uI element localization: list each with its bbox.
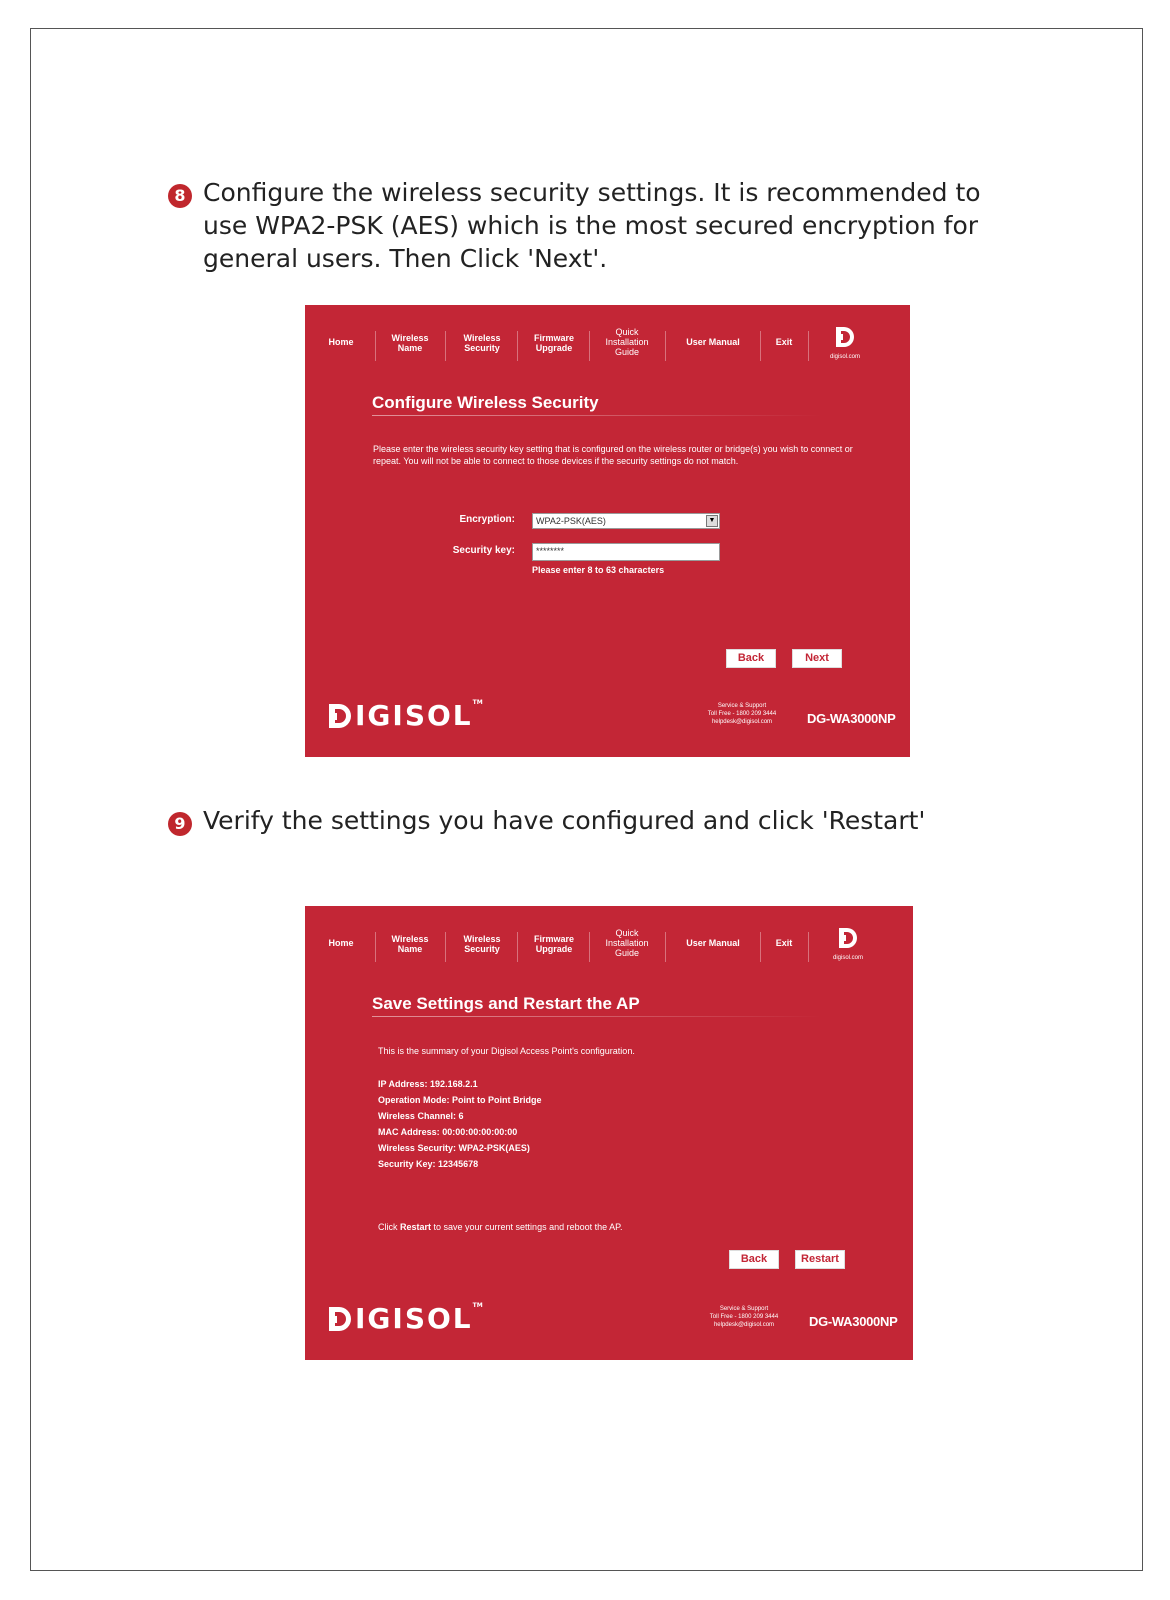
security-key-input[interactable]: ******** bbox=[532, 543, 720, 561]
summary-value: 12345678 bbox=[438, 1159, 479, 1169]
security-key-hint: Please enter 8 to 63 characters bbox=[532, 565, 665, 575]
nav-exit[interactable]: Exit bbox=[775, 938, 793, 948]
support-info bbox=[687, 702, 797, 726]
model-number: DG-WA3000NP bbox=[807, 711, 896, 726]
configuration-summary bbox=[378, 1076, 542, 1172]
nav-wireless-security[interactable]: Wireless Security bbox=[463, 333, 501, 353]
configure-wireless-security-screenshot bbox=[305, 305, 910, 757]
digisol-logo bbox=[329, 699, 483, 732]
summary-label: IP Address: bbox=[378, 1079, 428, 1089]
digisol-logo-icon bbox=[836, 327, 854, 347]
summary-label: Operation Mode: bbox=[378, 1095, 450, 1105]
nav-wireless-security[interactable]: Wireless Security bbox=[463, 934, 501, 954]
support-toll-free: Toll Free - 1800 209 3444 bbox=[707, 711, 777, 717]
security-key-label: Security key: bbox=[452, 545, 515, 556]
summary-value: 192.168.2.1 bbox=[430, 1079, 478, 1089]
nav-divider bbox=[808, 932, 809, 962]
summary-label: Security Key: bbox=[378, 1159, 436, 1169]
nav-divider bbox=[375, 331, 376, 361]
nav-wireless-name[interactable]: Wireless Name bbox=[391, 934, 429, 954]
nav-divider bbox=[589, 932, 590, 962]
nav-divider bbox=[808, 331, 809, 361]
title-divider bbox=[372, 1016, 822, 1017]
nav-divider bbox=[445, 331, 446, 361]
summary-value: 00:00:00:00:00:00 bbox=[442, 1127, 518, 1137]
next-button[interactable]: Next bbox=[792, 649, 842, 668]
summary-row-security bbox=[378, 1140, 542, 1156]
digisol-logo bbox=[329, 1302, 483, 1335]
chevron-down-icon[interactable]: ▼ bbox=[706, 515, 718, 527]
nav-firmware-upgrade[interactable]: Firmware Upgrade bbox=[533, 333, 575, 353]
nav-divider bbox=[517, 331, 518, 361]
digisol-d-icon bbox=[329, 1307, 351, 1331]
note-bold: Restart bbox=[400, 1222, 432, 1232]
summary-value: Point to Point Bridge bbox=[452, 1095, 542, 1105]
summary-row-operation-mode bbox=[378, 1092, 542, 1108]
nav-user-manual[interactable]: User Manual bbox=[686, 938, 740, 948]
support-email[interactable]: helpdesk@digisol.com bbox=[711, 719, 773, 725]
step-number-badge: 8 bbox=[168, 184, 192, 208]
nav-user-manual[interactable]: User Manual bbox=[686, 337, 740, 347]
brand-name: IGISOL bbox=[355, 699, 473, 732]
summary-value: 6 bbox=[458, 1111, 464, 1121]
note-suffix: to save your current settings and reboot the AP. bbox=[431, 1222, 623, 1232]
digisol-logo-icon bbox=[839, 928, 857, 948]
support-title: Service & Support bbox=[717, 703, 767, 709]
nav-divider bbox=[760, 331, 761, 361]
back-button[interactable]: Back bbox=[729, 1250, 779, 1269]
nav-divider bbox=[445, 932, 446, 962]
step-instruction: Verify the settings you have configured and click 'Restart' bbox=[203, 806, 926, 835]
nav-divider bbox=[517, 932, 518, 962]
restart-note bbox=[378, 1222, 622, 1232]
summary-label: MAC Address: bbox=[378, 1127, 440, 1137]
encryption-selected-value: WPA2-PSK(AES) bbox=[536, 516, 606, 526]
top-navigation bbox=[305, 924, 913, 972]
nav-wireless-name[interactable]: Wireless Name bbox=[391, 333, 429, 353]
restart-button[interactable]: Restart bbox=[795, 1250, 845, 1269]
save-settings-restart-screenshot bbox=[305, 906, 913, 1360]
top-navigation bbox=[305, 323, 910, 371]
step-9 bbox=[168, 804, 998, 837]
brand-name: IGISOL bbox=[355, 1302, 473, 1335]
encryption-label: Encryption: bbox=[459, 514, 515, 525]
trademark: TM bbox=[472, 699, 483, 706]
encryption-select[interactable] bbox=[532, 513, 720, 529]
summary-intro: This is the summary of your Digisol Access Point's configuration. bbox=[378, 1046, 635, 1056]
trademark: TM bbox=[472, 1302, 483, 1309]
nav-divider bbox=[760, 932, 761, 962]
nav-home[interactable]: Home bbox=[328, 337, 354, 347]
support-email[interactable]: helpdesk@digisol.com bbox=[713, 1322, 775, 1328]
summary-label: Wireless Channel: bbox=[378, 1111, 456, 1121]
step-number-badge: 9 bbox=[168, 812, 192, 836]
nav-quick-installation-guide[interactable]: Quick Installation Guide bbox=[605, 928, 649, 958]
summary-row-mac bbox=[378, 1124, 542, 1140]
summary-value: WPA2-PSK(AES) bbox=[458, 1143, 530, 1153]
nav-divider bbox=[665, 932, 666, 962]
note-prefix: Click bbox=[378, 1222, 400, 1232]
summary-row-channel bbox=[378, 1108, 542, 1124]
nav-divider bbox=[375, 932, 376, 962]
page-title: Save Settings and Restart the AP bbox=[372, 994, 640, 1013]
page-title: Configure Wireless Security bbox=[372, 393, 599, 412]
nav-home[interactable]: Home bbox=[328, 938, 354, 948]
back-button[interactable]: Back bbox=[726, 649, 776, 668]
support-title: Service & Support bbox=[719, 1306, 769, 1312]
digisol-logo-small bbox=[813, 928, 883, 964]
digisol-d-icon bbox=[329, 704, 351, 728]
nav-firmware-upgrade[interactable]: Firmware Upgrade bbox=[533, 934, 575, 954]
logo-url: digisol.com bbox=[829, 354, 860, 360]
summary-row-key bbox=[378, 1156, 542, 1172]
title-divider bbox=[372, 415, 822, 416]
logo-url: digisol.com bbox=[832, 955, 863, 961]
summary-label: Wireless Security: bbox=[378, 1143, 456, 1153]
page-description: Please enter the wireless security key setting that is configured on the wireless router or bridge(s) you wish to connect or repeat. You will not be able to connect to those devices if the security settings do not match. bbox=[373, 444, 853, 466]
model-number: DG-WA3000NP bbox=[809, 1314, 898, 1329]
support-info bbox=[689, 1305, 799, 1329]
support-toll-free: Toll Free - 1800 209 3444 bbox=[709, 1314, 779, 1320]
digisol-logo-small bbox=[810, 327, 880, 363]
step-8 bbox=[168, 176, 998, 275]
step-instruction: Configure the wireless security settings. It is recommended to use WPA2-PSK (AES) which is the most secured encryption for general users. Then Click 'Next'. bbox=[203, 178, 981, 273]
nav-divider bbox=[589, 331, 590, 361]
nav-exit[interactable]: Exit bbox=[775, 337, 793, 347]
summary-row-ip bbox=[378, 1076, 542, 1092]
nav-quick-installation-guide[interactable]: Quick Installation Guide bbox=[605, 327, 649, 357]
nav-divider bbox=[665, 331, 666, 361]
